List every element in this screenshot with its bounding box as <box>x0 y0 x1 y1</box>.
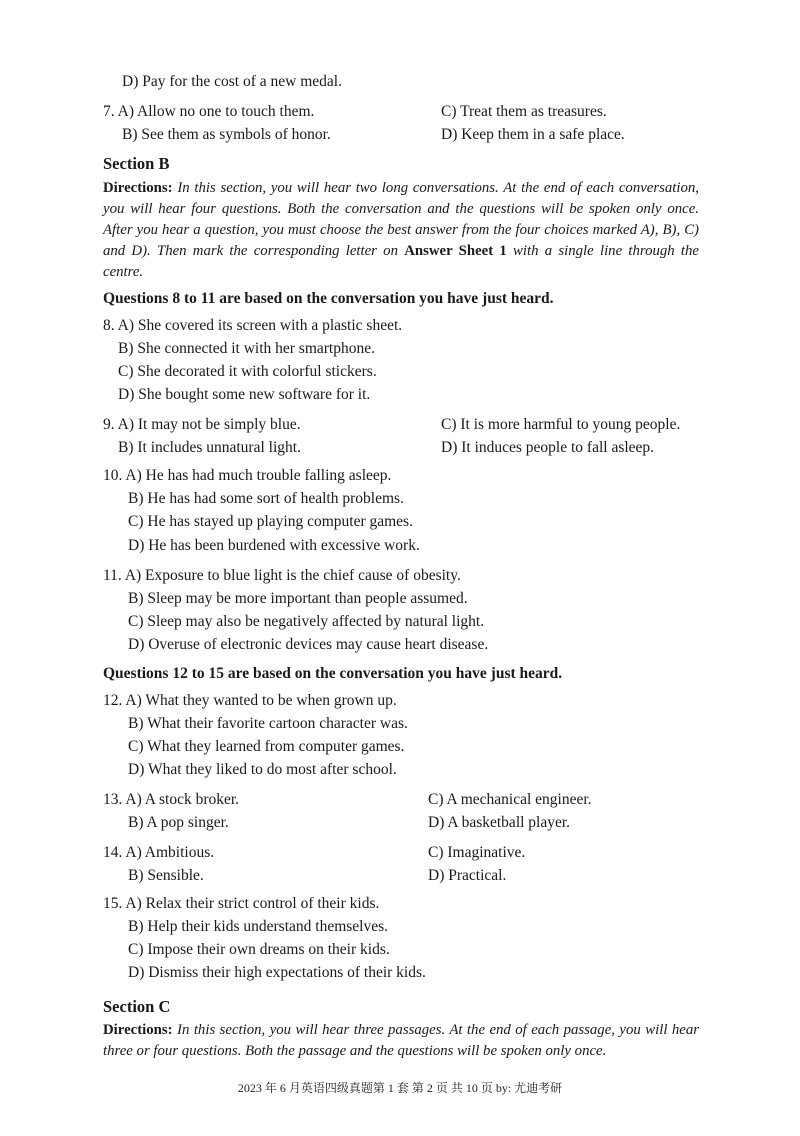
q8-option-c: C) She decorated it with colorful stickers. <box>118 363 377 380</box>
q11-option-a: 11. A) Exposure to blue light is the chief cause of obesity. <box>103 567 461 584</box>
q13-option-d: D) A basketball player. <box>428 814 571 831</box>
q10-option-c: C) He has stayed up playing computer games. <box>128 513 413 530</box>
q15-option-a: 15. A) Relax their strict control of their kids. <box>103 895 380 912</box>
q6-option-d: D) Pay for the cost of a new medal. <box>122 73 342 90</box>
q15-option-c: C) Impose their own dreams on their kids. <box>128 941 390 958</box>
section-b-directions-text: In this section, you will hear two long conversations. At the end of each conversation, you will hear four questions. Both the conversation and the questions will be spoken only once. After you hear a question, you must choose the best answer from the four choices marked A), B), C) and D). Then mark the corresponding letter on <box>103 180 699 259</box>
q11-option-b: B) Sleep may be more important than people assumed. <box>128 590 468 607</box>
q14-option-b: B) Sensible. <box>128 867 204 884</box>
q7-option-a: 7. A) Allow no one to touch them. <box>103 103 315 120</box>
section-b-directions <box>103 178 699 283</box>
q14-option-d: D) Practical. <box>428 867 507 884</box>
section-c-directions <box>103 1020 699 1062</box>
q8-option-d: D) She bought some new software for it. <box>118 386 371 403</box>
q8-option-a: 8. A) She covered its screen with a plastic sheet. <box>103 317 403 334</box>
questions-12-15-heading: Questions 12 to 15 are based on the conversation you have just heard. <box>103 665 563 682</box>
questions-8-11-heading: Questions 8 to 11 are based on the conversation you have just heard. <box>103 290 554 307</box>
section-b-directions-tail: with a single line through the centre. <box>103 243 699 280</box>
q12-option-b: B) What their favorite cartoon character was. <box>128 715 408 732</box>
q10-option-b: B) He has had some sort of health problems. <box>128 490 404 507</box>
q14-option-a: 14. A) Ambitious. <box>103 844 215 861</box>
q7-option-c: C) Treat them as treasures. <box>441 103 607 120</box>
q10-option-d: D) He has been burdened with excessive work. <box>128 537 420 554</box>
q15-option-b: B) Help their kids understand themselves. <box>128 918 389 935</box>
q8-option-b: B) She connected it with her smartphone. <box>118 340 375 357</box>
q9-option-b: B) It includes unnatural light. <box>118 439 301 456</box>
q13-option-c: C) A mechanical engineer. <box>428 791 592 808</box>
q13-option-b: B) A pop singer. <box>128 814 229 831</box>
q12-option-c: C) What they learned from computer games. <box>128 738 405 755</box>
q12-option-a: 12. A) What they wanted to be when grown up. <box>103 692 397 709</box>
q9-option-a: 9. A) It may not be simply blue. <box>103 416 301 433</box>
q11-option-d: D) Overuse of electronic devices may cause heart disease. <box>128 636 489 653</box>
q12-option-d: D) What they liked to do most after school. <box>128 761 397 778</box>
q7-option-d: D) Keep them in a safe place. <box>441 126 625 143</box>
q13-option-a: 13. A) A stock broker. <box>103 791 240 808</box>
page-footer: 2023 年 6 月英语四级真题第 1 套 第 2 页 共 10 页 by: 尤迪考研 <box>237 1081 563 1095</box>
q9-option-d: D) It induces people to fall asleep. <box>441 439 655 456</box>
q15-option-d: D) Dismiss their high expectations of their kids. <box>128 964 426 981</box>
section-c-title: Section C <box>103 997 171 1016</box>
q10-option-a: 10. A) He has had much trouble falling asleep. <box>103 467 392 484</box>
section-c-directions-text: In this section, you will hear three passages. At the end of each passage, you will hear three or four questions. Both the passage and the questions will be spoken only once. <box>103 1022 700 1059</box>
answer-sheet-label: Answer Sheet 1 <box>404 243 507 259</box>
q14-option-c: C) Imaginative. <box>428 844 526 861</box>
q7-option-b: B) See them as symbols of honor. <box>122 126 331 143</box>
section-b-directions-label: Directions: <box>103 180 173 196</box>
section-c-directions-label: Directions: <box>103 1022 173 1038</box>
section-b-title: Section B <box>103 154 170 173</box>
q9-option-c: C) It is more harmful to young people. <box>441 416 681 433</box>
q11-option-c: C) Sleep may also be negatively affected by natural light. <box>128 613 485 630</box>
